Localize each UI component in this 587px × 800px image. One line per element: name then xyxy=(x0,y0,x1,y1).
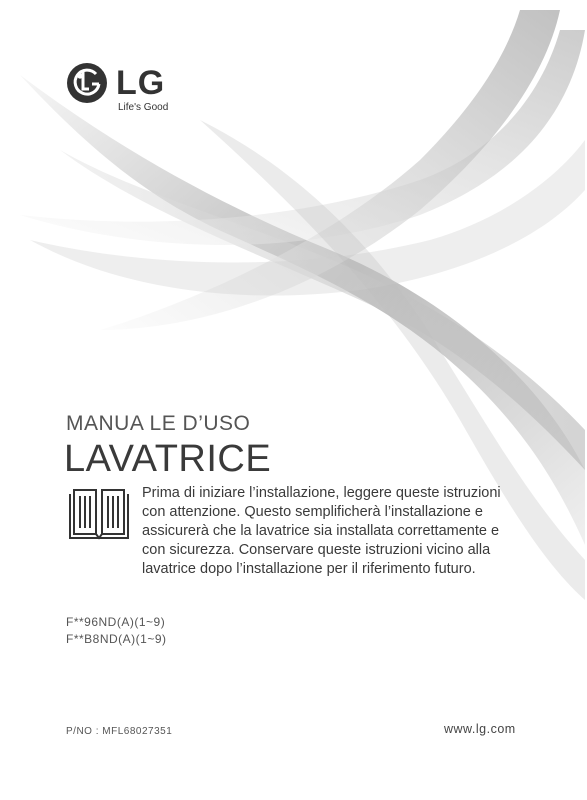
model-number: F**96ND(A)(1~9) xyxy=(66,615,166,629)
product-title: LAVATRICE xyxy=(64,438,272,480)
lg-logo xyxy=(66,62,176,118)
open-book-icon xyxy=(68,486,130,542)
part-number: P/NO : MFL68027351 xyxy=(66,726,173,737)
manual-type: MANUA LE D’USO xyxy=(66,412,251,435)
website-link[interactable]: www.lg.com xyxy=(444,722,516,736)
model-list xyxy=(66,614,167,648)
notice-line: Prima di iniziare l’installazione, leggere queste istruzioni xyxy=(142,485,501,501)
model-number: F**B8ND(A)(1~9) xyxy=(66,632,167,646)
lg-face-icon xyxy=(66,62,108,104)
installation-notice xyxy=(142,484,552,579)
brand-tagline: Life's Good xyxy=(118,102,169,113)
brand-name: LG xyxy=(116,64,166,102)
notice-line: lavatrice dopo l’installazione per il riferimento futuro. xyxy=(142,561,476,577)
notice-line: con attenzione. Questo semplificherà l’installazione e xyxy=(142,504,483,520)
notice-line: con sicurezza. Conservare queste istruzioni vicino alla xyxy=(142,542,491,558)
notice-line: assicurerà che la lavatrice sia installata correttamente e xyxy=(142,523,500,539)
